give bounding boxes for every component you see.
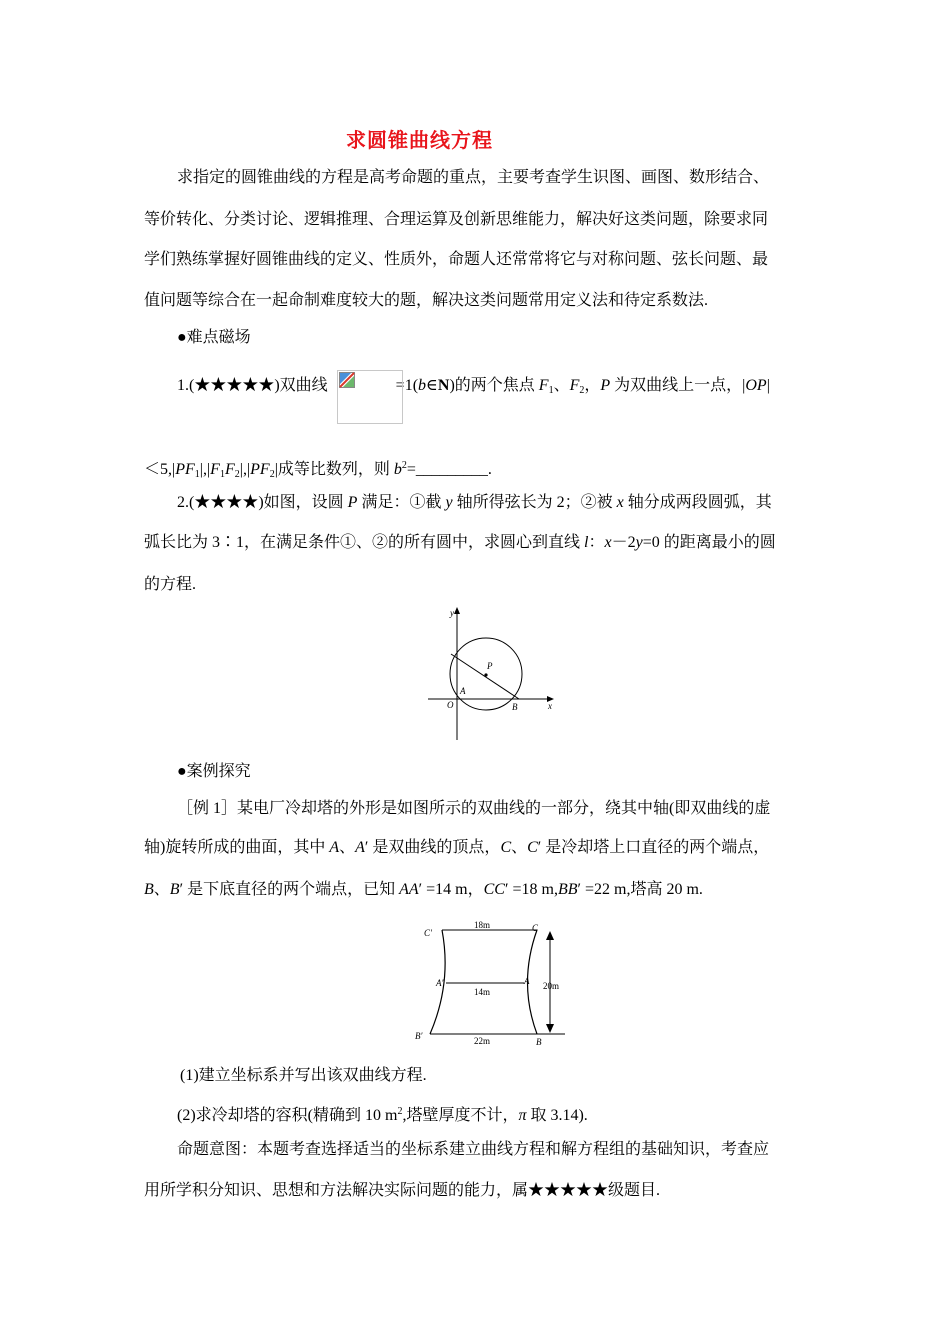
label-mid-14m: 14m — [474, 987, 491, 997]
label-bottom-22m: 22m — [474, 1036, 491, 1046]
label-height-20m: 20m — [543, 981, 560, 991]
page-title: 求圆锥曲线方程 — [346, 128, 493, 152]
section-heading-cases: ●案例探究 — [177, 763, 251, 780]
label-c-prime: C′ — [424, 928, 432, 938]
label-x: x — [548, 701, 552, 711]
intent-line-2: 用所学积分知识、思想和方法解决实际问题的能力，属★★★★★级题目. — [144, 1182, 661, 1199]
problem-1-line-2: $<5,|PF_1|,|F_1F_2|,|PF_2|$成等比数列，则 $b^2=\_\_\_\_\_\_\_\_\_$. — [144, 460, 492, 480]
label-b: B — [512, 702, 518, 712]
circle-diagram — [420, 604, 560, 744]
y-axis-arrow — [454, 607, 460, 614]
label-a: A — [460, 686, 466, 696]
intro-line-4: 值问题等综合在一起命制难度较大的题，解决这类问题常用定义法和待定系数法. — [144, 292, 709, 309]
label-o: O — [447, 700, 454, 710]
label-b: B — [536, 1037, 542, 1047]
label-b-prime: B′ — [415, 1031, 423, 1041]
problem-2-line-3: 的方程. — [144, 576, 197, 593]
label-c: C — [532, 923, 539, 933]
broken-image-icon — [339, 372, 355, 388]
cooling-tower-diagram — [410, 918, 580, 1050]
problem-2-line-2: 弧长比为 3∶1，在满足条件①、②的所有圆中，求圆心到直线 l：x－2y=0 的距离最小的圆 — [144, 534, 776, 551]
height-arrow-bottom — [546, 1024, 554, 1033]
example-1-line-1: ［例 1］某电厂冷却塔的外形是如图所示的双曲线的一部分，绕其中轴(即双曲线的虚 — [177, 800, 771, 817]
intro-line-3: 学们熟练掌握好圆锥曲线的定义、性质外，命题人还常常将它与对称问题、弦长问题、最 — [144, 251, 769, 268]
problem-1-line-1: 1.(★★★★★)双曲线 =1(b∈N)的两个焦点 $F_1$、$F_2$，P 为双曲线上一点，|OP| — [177, 377, 770, 396]
example-1-line-3: B、B′ 是下底直径的两个端点，已知 AA′ =14 m，CC′ =18 m,BB′ =22 m,塔高 20 m. — [144, 881, 703, 898]
intent-line-1: 命题意图：本题考查选择适当的坐标系建立曲线方程和解方程组的基础知识，考查应 — [177, 1141, 770, 1158]
center-point — [484, 673, 487, 676]
intro-line-2: 等价转化、分类讨论、逻辑推理、合理运算及创新思维能力，解决好这类问题，除要求同 — [144, 211, 769, 228]
example-1-line-2: 轴)旋转所成的曲面，其中 A、A′ 是双曲线的顶点，C、C′ 是冷却塔上口直径的两个端点， — [144, 839, 770, 856]
label-y: y — [450, 608, 454, 618]
label-p: P — [487, 661, 493, 671]
label-a-prime: A′ — [436, 978, 444, 988]
height-arrow-top — [546, 931, 554, 940]
hyperbola-equation-image — [337, 370, 403, 424]
label-top-18m: 18m — [474, 920, 491, 930]
question-1: (1)建立坐标系并写出该双曲线方程. — [180, 1067, 427, 1084]
question-2: (2)求冷却塔的容积(精确到 10 $m^2$,塔壁厚度不计，π 取 3.14). — [177, 1106, 588, 1124]
intro-line-1: 求指定的圆锥曲线的方程是高考命题的重点，主要考查学生识图、画图、数形结合、 — [177, 169, 770, 186]
problem-2-line-1: 2.(★★★★)如图，设圆 P 满足：①截 y 轴所得弦长为 2；②被 x 轴分成两段圆弧，其 — [177, 494, 772, 511]
label-a: A — [524, 976, 530, 986]
section-heading-difficulty: ●难点磁场 — [177, 329, 251, 346]
